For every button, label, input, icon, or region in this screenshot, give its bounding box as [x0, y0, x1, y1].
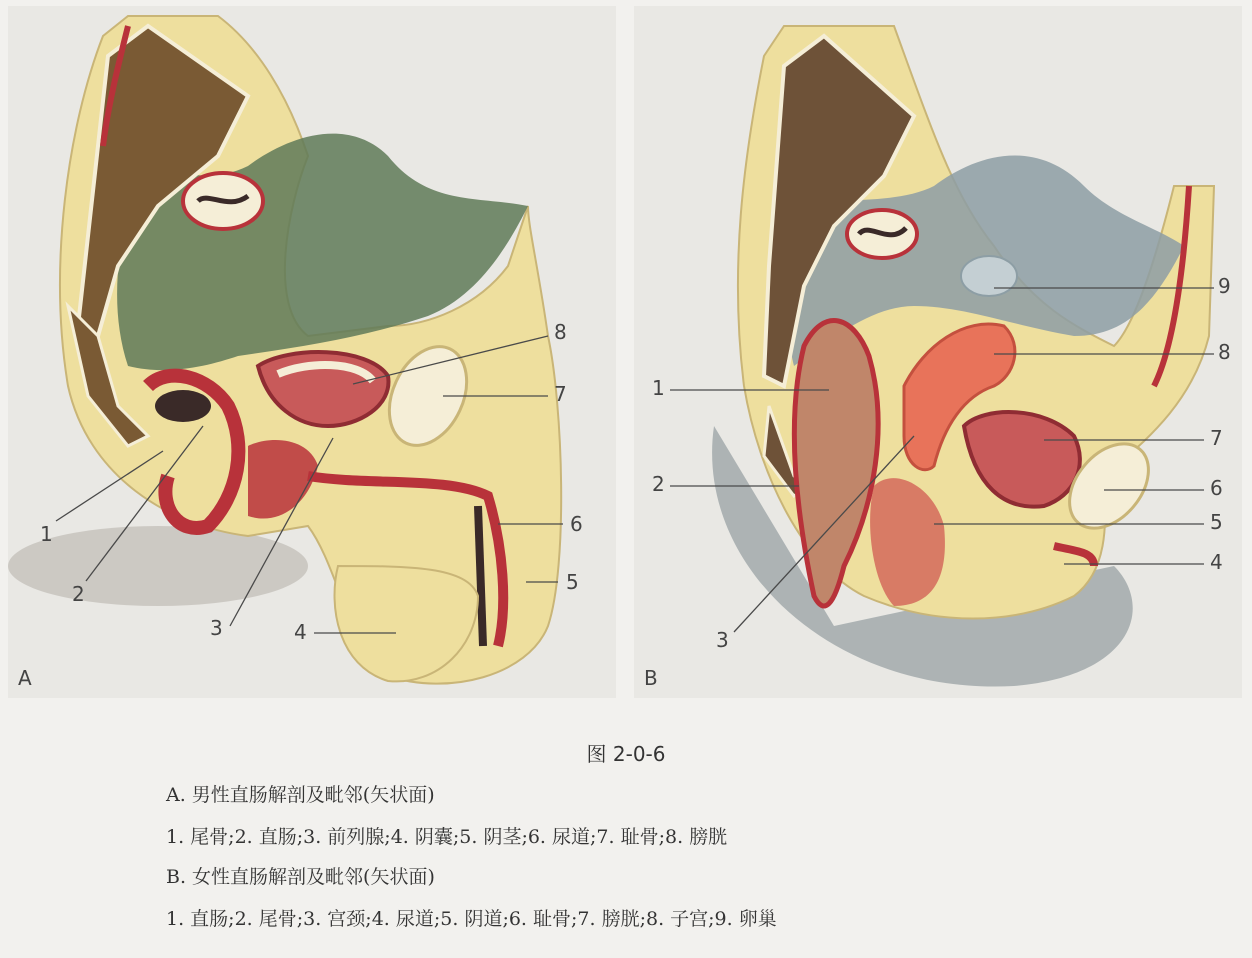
callout-b-4: 4 — [1210, 550, 1223, 574]
callout-a-7: 7 — [554, 382, 567, 406]
callout-b-7: 7 — [1210, 426, 1223, 450]
callout-b-6: 6 — [1210, 476, 1223, 500]
callout-a-2: 2 — [72, 582, 85, 606]
panel-b-female-sagittal — [634, 6, 1242, 698]
callout-b-1: 1 — [652, 376, 665, 400]
female-anatomy-illustration — [634, 6, 1242, 698]
panel-a-letter: A — [18, 666, 32, 690]
callout-a-8: 8 — [554, 320, 567, 344]
caption-panel-b: B. 女性直肠解剖及毗邻(矢状面) — [166, 866, 435, 888]
callout-a-3: 3 — [210, 616, 223, 640]
legend-panel-a: 1. 尾骨;2. 直肠;3. 前列腺;4. 阴囊;5. 阴茎;6. 尿道;7. 耻骨;8. 膀胱 — [166, 826, 728, 848]
panel-a-male-sagittal — [8, 6, 616, 698]
callout-b-5: 5 — [1210, 510, 1223, 534]
callout-a-4: 4 — [294, 620, 307, 644]
callout-b-9: 9 — [1218, 274, 1231, 298]
callout-b-3: 3 — [716, 628, 729, 652]
caption-panel-a: A. 男性直肠解剖及毗邻(矢状面) — [166, 784, 435, 806]
callout-a-1: 1 — [40, 522, 53, 546]
callout-a-6: 6 — [570, 512, 583, 536]
callout-b-2: 2 — [652, 472, 665, 496]
panel-b-letter: B — [644, 666, 658, 690]
figure-title: 图 2-0-6 — [586, 742, 666, 766]
legend-panel-b: 1. 直肠;2. 尾骨;3. 宫颈;4. 尿道;5. 阴道;6. 耻骨;7. 膀胱;8. 子宫;9. 卵巢 — [166, 908, 777, 930]
male-anatomy-illustration — [8, 6, 616, 698]
callout-b-8: 8 — [1218, 340, 1231, 364]
callout-a-5: 5 — [566, 570, 579, 594]
